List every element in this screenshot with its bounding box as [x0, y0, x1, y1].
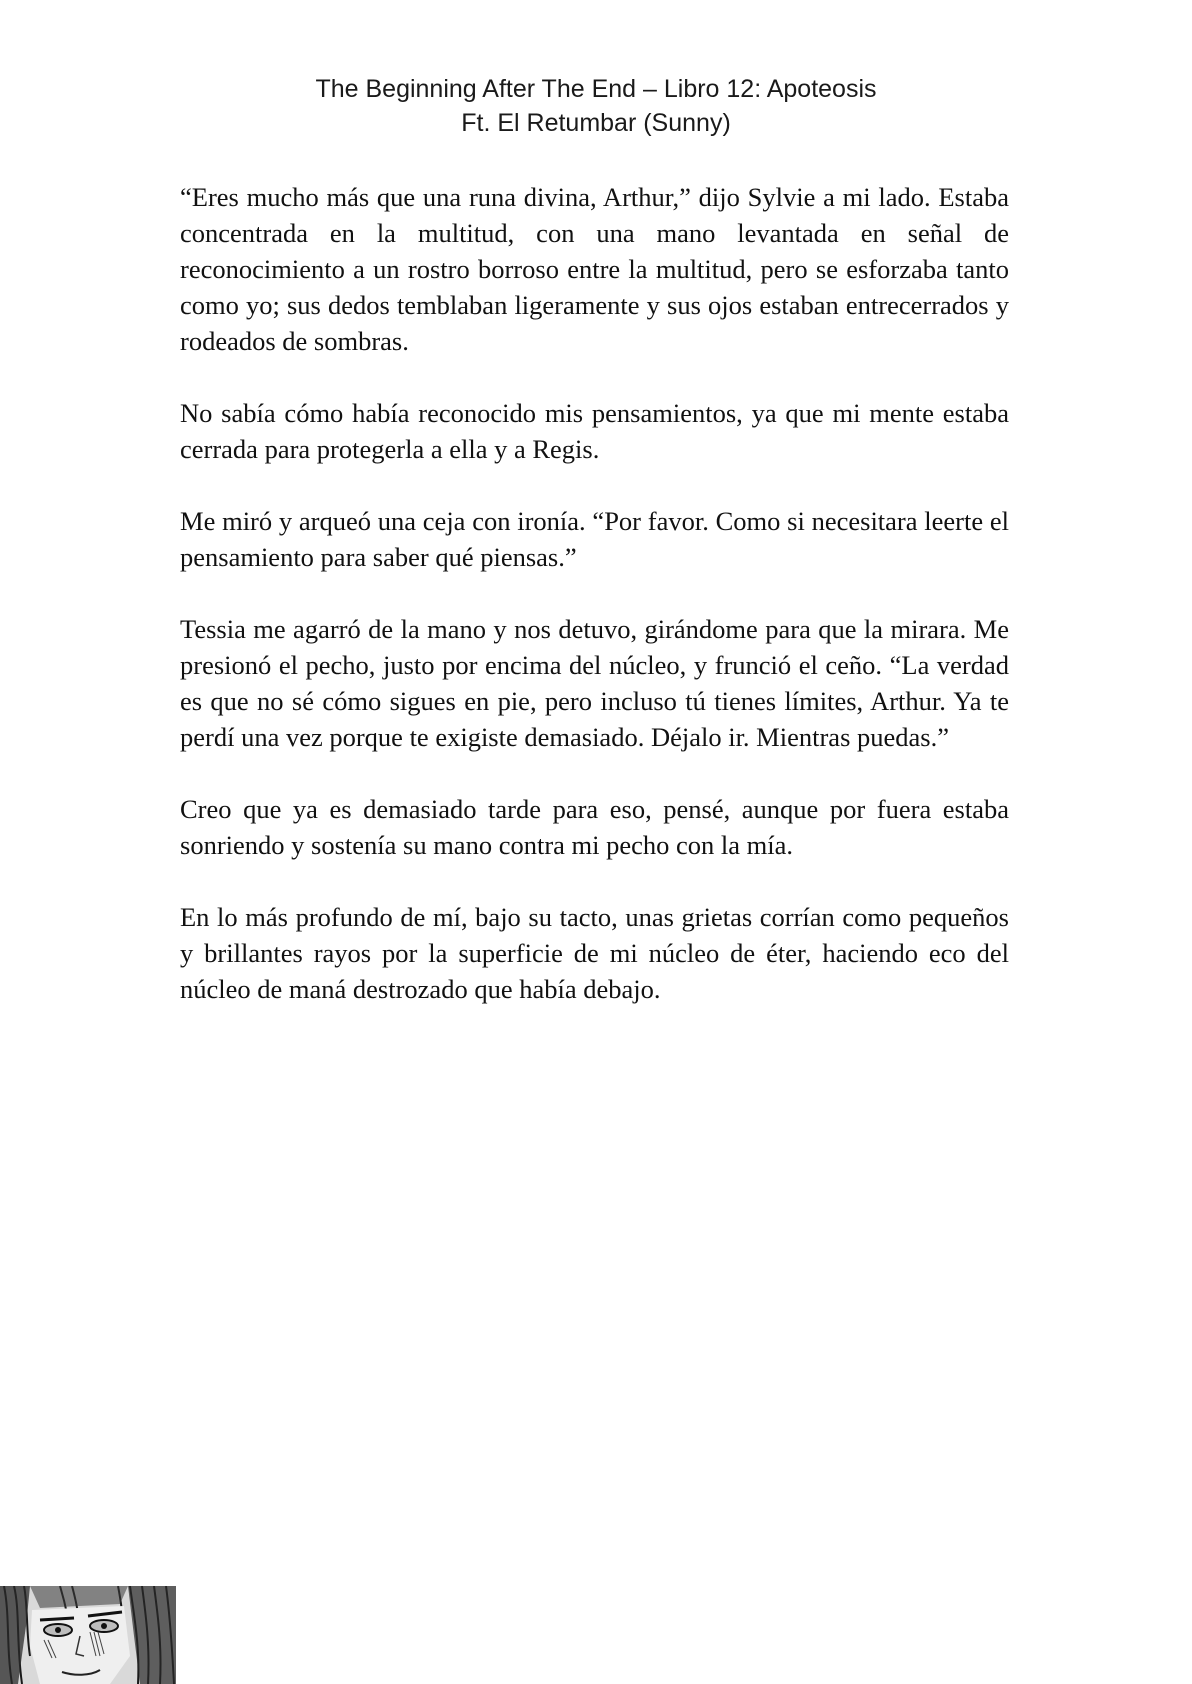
header-subtitle: Ft. El Retumbar (Sunny)	[461, 109, 731, 137]
paragraph: En lo más profundo de mí, bajo su tacto, unas grietas corrían como pequeños y brillantes rayos por la superficie de mi núcleo de éter, haciendo eco del núcleo de maná destrozado que había debajo.	[180, 902, 1009, 1004]
paragraph: Me miró y arqueó una ceja con ironía. “Por favor. Como si necesitara leerte el pensamiento para saber qué piensas.”	[180, 506, 1009, 572]
header-title: The Beginning After The End – Libro 12: Apoteosis	[315, 75, 877, 103]
paragraph: No sabía cómo había reconocido mis pensamientos, ya que mi mente estaba cerrada para protegerla a ella y a Regis.	[180, 398, 1009, 464]
paragraph: Tessia me agarró de la mano y nos detuvo, girándome para que la mirara. Me presionó el pecho, justo por encima del núcleo, y frunció el ceño. “La verdad es que no sé cómo sigues en pie, pero incluso tú tienes límites, Arthur. Ya te perdí una vez porque te exigiste demasiado. Déjalo ir. Mientras puedas.”	[180, 614, 1009, 752]
paragraph: “Eres mucho más que una runa divina, Arthur,” dijo Sylvie a mi lado. Estaba concentrada en la multitud, con una mano levantada en señal de reconocimiento a un rostro borroso entre la multitud, pero se esforzaba tanto como yo; sus dedos temblaban ligeramente y sus ojos estaban entrecerrados y rodeados de sombras.	[180, 182, 1009, 356]
manga-illustration	[0, 1586, 176, 1684]
paragraph: Creo que ya es demasiado tarde para eso, pensé, aunque por fuera estaba sonriendo y sostenía su mano contra mi pecho con la mía.	[180, 794, 1009, 860]
illustration-sketch	[0, 1586, 176, 1684]
body-text	[180, 179, 1009, 1043]
page-header	[0, 72, 1192, 140]
